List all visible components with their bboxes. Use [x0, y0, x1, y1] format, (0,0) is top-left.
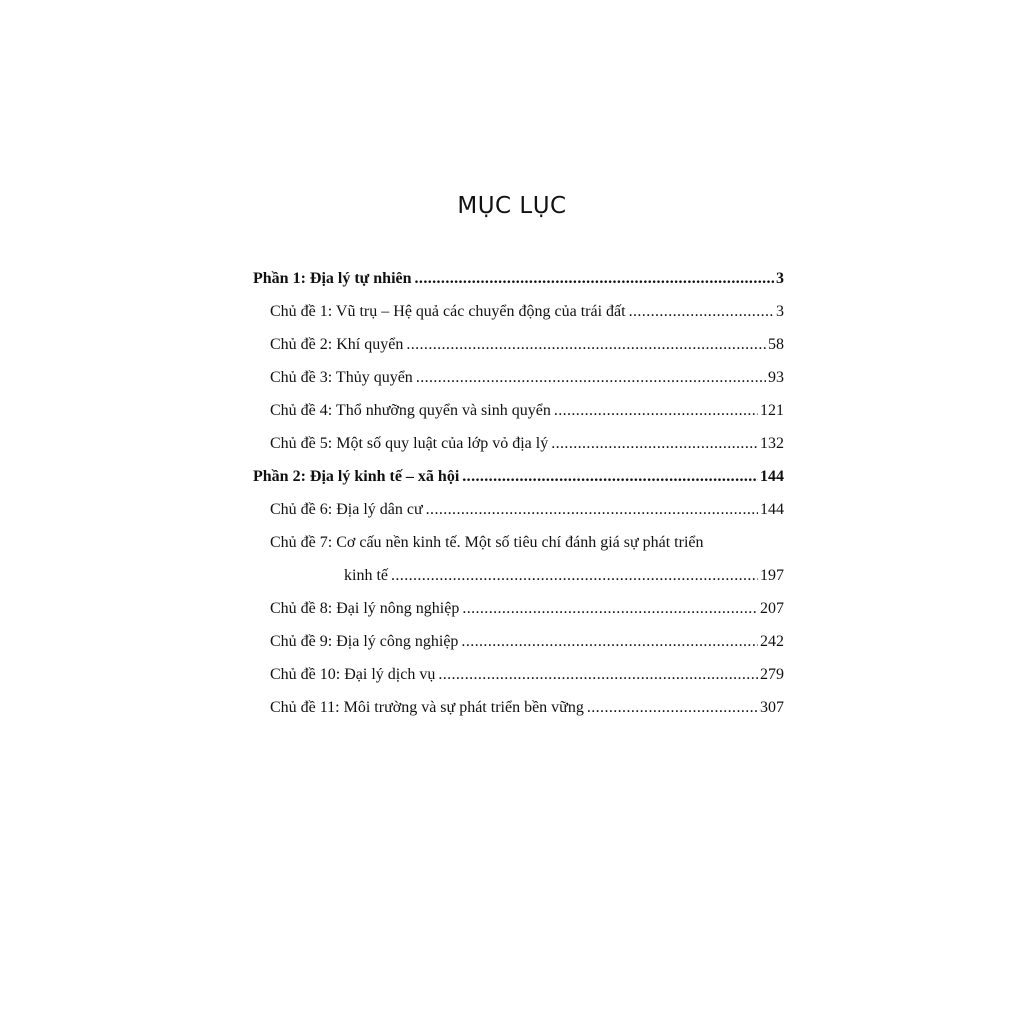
toc-entry-label: Chủ đề 2: Khí quyển — [270, 336, 404, 353]
toc-page-number: 93 — [768, 369, 784, 386]
toc-entry-label: Phần 1: Địa lý tự nhiên — [253, 270, 412, 287]
toc-page-number: 144 — [760, 468, 784, 485]
toc-entry-label: kinh tế — [344, 567, 388, 584]
toc-entry-label: Chủ đề 6: Địa lý dân cư — [270, 501, 423, 518]
toc-leader-dots — [416, 365, 766, 390]
toc-leader-dots — [406, 332, 766, 357]
toc-entry-topic-2 — [253, 332, 784, 365]
toc-leader-dots — [461, 629, 758, 654]
toc-leader-dots — [391, 563, 758, 588]
toc-entry-topic-10 — [253, 662, 784, 695]
toc-page-number: 144 — [760, 501, 784, 518]
toc-entry-topic-7-line-2 — [253, 563, 784, 596]
toc-page-number: 197 — [760, 567, 784, 584]
toc-page-number: 3 — [776, 270, 784, 287]
toc-entry-topic-3 — [253, 365, 784, 398]
toc-entry-topic-6 — [253, 497, 784, 530]
toc-entry-label: Chủ đề 9: Địa lý công nghiệp — [270, 633, 459, 650]
toc-page-number: 307 — [760, 699, 784, 716]
toc-leader-dots — [438, 662, 758, 687]
toc-entry-topic-1 — [253, 299, 784, 332]
toc-entry-label: Chủ đề 7: Cơ cấu nền kinh tế. Một số tiêu chí đánh giá sự phát triển — [270, 534, 704, 551]
toc-page-number: 58 — [768, 336, 784, 353]
toc-entry-label: Chủ đề 11: Môi trường và sự phát triển bền vững — [270, 699, 584, 716]
toc-leader-dots — [551, 431, 758, 456]
toc-entry-label: Chủ đề 10: Đại lý dịch vụ — [270, 666, 436, 683]
toc-entry-topic-11 — [253, 695, 784, 728]
toc-page-number: 132 — [760, 435, 784, 452]
toc-page-number: 121 — [760, 402, 784, 419]
toc-leader-dots — [587, 695, 758, 720]
toc-leader-dots — [462, 596, 758, 621]
toc-entry-topic-7-line-1 — [253, 530, 784, 563]
toc-entry-label: Chủ đề 5: Một số quy luật của lớp vỏ địa lý — [270, 435, 549, 452]
toc-entry-topic-5 — [253, 431, 784, 464]
toc-entry-topic-4 — [253, 398, 784, 431]
toc-entry-topic-8 — [253, 596, 784, 629]
toc-page-number: 279 — [760, 666, 784, 683]
toc-leader-dots — [426, 497, 758, 522]
toc-page-number: 3 — [776, 303, 784, 320]
table-of-contents — [253, 266, 784, 728]
toc-entry-topic-9 — [253, 629, 784, 662]
toc-entry-label: Chủ đề 4: Thổ nhưỡng quyển và sinh quyển — [270, 402, 551, 419]
toc-leader-dots — [629, 299, 774, 324]
page-title: MỤC LỤC — [457, 193, 567, 219]
toc-entry-label: Phần 2: Địa lý kinh tế – xã hội — [253, 468, 460, 485]
toc-leader-dots — [415, 266, 774, 291]
toc-entry-part-2 — [253, 464, 784, 497]
toc-entry-label: Chủ đề 1: Vũ trụ – Hệ quả các chuyển động của trái đất — [270, 303, 626, 320]
toc-entry-part-1 — [253, 266, 784, 299]
toc-leader-dots — [554, 398, 758, 423]
toc-entry-label: Chủ đề 8: Đại lý nông nghiệp — [270, 600, 460, 617]
toc-entry-label: Chủ đề 3: Thủy quyển — [270, 369, 413, 386]
toc-leader-dots — [462, 464, 758, 489]
toc-page-number: 242 — [760, 633, 784, 650]
toc-page-number: 207 — [760, 600, 784, 617]
